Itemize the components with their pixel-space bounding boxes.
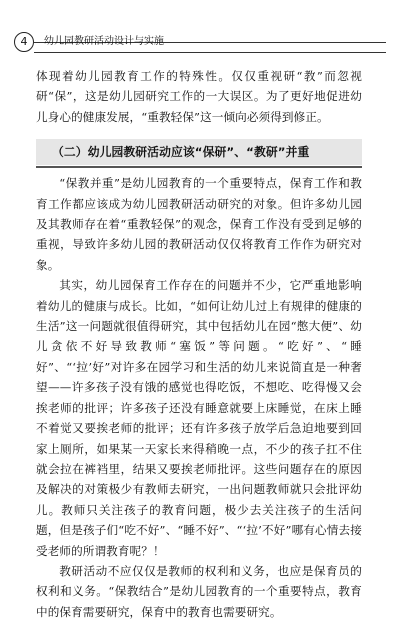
running-header-title: 幼儿园教研活动设计与实施 [44,36,164,47]
header-rule-bottom [34,52,386,53]
page-number-badge: 4 [14,32,34,52]
section-heading: （二）幼儿园教研活动应该“保研”、“教研”并重 [36,139,362,165]
page-body [36,66,362,622]
body-paragraph: “保教并重”是幼儿园教育的一个重要特点，保育工作和教育工作都应该成为幼儿园教研活动研究的对象。但许多幼儿园及其教师存在着“重教轻保”的观念，保育工作没有受到足够的重视，导致许多幼儿园的教研活动仅仅将教育工作作为研究对象。 [36,176,362,272]
running-header [14,32,386,54]
intro-paragraph: 体现着幼儿园教育工作的特殊性。仅仅重视研“教”而忽视研“保”，这是幼儿园研究工作的一大误区。为了更好地促进幼儿身心的健康发展，“重教轻保”这一倾向必须得到修正。 [36,69,362,124]
body-paragraph: 其实，幼儿园保育工作存在的问题并不少，它严重地影响着幼儿的健康与成长。比如，“如何让幼儿过上有规律的健康的生活”这一问题就很值得研究，其中包括幼儿在园“憋大便”、幼儿贪依不好导致教师“塞饭”等问题。“吃好”、“睡好”、“‘拉’好”对许多在园学习和生活的幼儿来说简直是一种奢望——许多孩子没有饿的感觉也得吃饭，不想吃、吃得慢又会挨老师的批评；许多孩子还没有睡意就要上床睡觉，在床上睡不着觉又要挨老师的批评；还有许多孩子放学后急迫地要到回家上厕所，如果某一天家长来得稍晚一点，不少的孩子扛不住就会拉在裤裆里，结果又要挨老师批评。这些问题存在的原因及解决的对策极少有教师去研究，一出问题教师就只会批评幼儿。教师只关注孩子的教育问题，极少去关注孩子的生活问题，但是孩子们“吃不好”、“睡不好”、“‘拉’不好”哪有心情去接受老师的所谓教育呢？！ [36,278,362,558]
body-paragraph: 教研活动不应仅仅是教师的权利和义务，也应是保育员的权利和义务。“保教结合”是幼儿园教育的一个重要特点，教育中的保育需要研究，保育中的教育也需要研究。 [36,563,362,619]
